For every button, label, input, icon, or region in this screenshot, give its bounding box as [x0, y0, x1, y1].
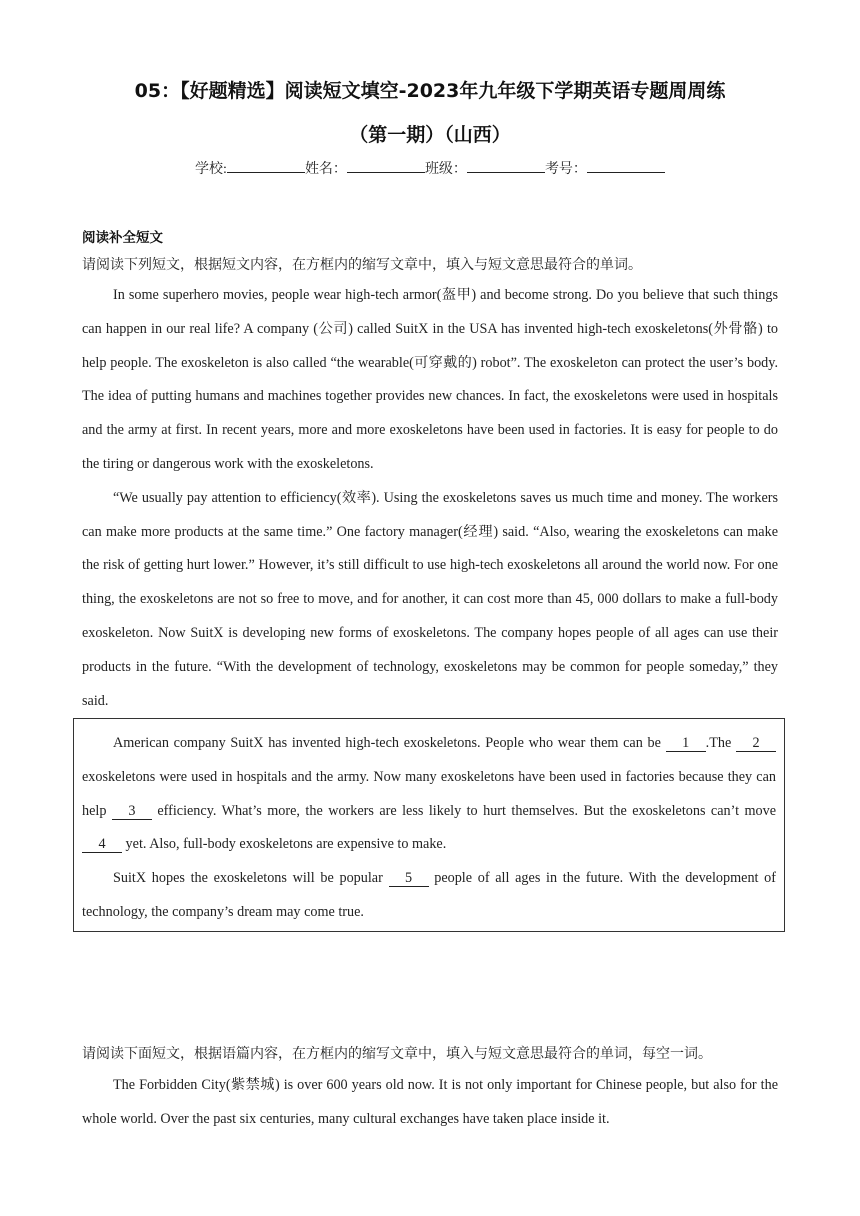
answer-blank-3[interactable]: 3	[112, 804, 152, 820]
exam-number-blank[interactable]	[587, 160, 665, 173]
passage2-paragraph-1: The Forbidden City(紫禁城) is over 600 years old now. It is not only important for Chinese people, but also for the whole world. Over the past six centuries, many cultural exchanges have taken place inside it.	[82, 1077, 778, 1127]
reading-passage-1	[82, 279, 778, 718]
answer-blank-5[interactable]: 5	[389, 871, 429, 887]
section2-instruction: 请阅读下面短文，根据语篇内容，在方框内的缩写文章中，填入与短文意思最符合的单词，每空一词。	[82, 1047, 712, 1062]
document-title: 05：【好题精选】阅读短文填空-2023年九年级下学期英语专题周周练	[134, 80, 726, 102]
section1-instruction: 请阅读下列短文，根据短文内容，在方框内的缩写文章中，填入与短文意思最符合的单词。	[82, 258, 642, 273]
answer-blank-4[interactable]: 4	[82, 837, 122, 853]
passage1-paragraph-2: “We usually pay attention to efficiency(效率). Using the exoskeletons saves us much time and money. The workers can make more products at the same time.” One factory manager(经理) said. “Also, wearing the exoskeletons can make the risk of getting hurt lower.” However, it’s still difficult to use high-tech exoskeletons all around the world now. For one thing, the exoskeletons are not so free to move, and for another, it can cost more than 45, 000 dollars to make a full-body exoskeleton. Now SuitX is developing new forms of exoskeletons. The company hopes people of all ages can use their products in the future. “With the development of technology, exoskeletons may be common for people someday,” they said.	[82, 489, 778, 709]
name-label: 姓名：	[304, 162, 347, 177]
section-heading: 阅读补全短文	[82, 230, 163, 246]
student-info-line	[60, 158, 800, 178]
summary-text-segment: yet. Also, full-body exoskeletons are expensive to make.	[122, 836, 447, 853]
document-subtitle: （第一期）（山西）	[349, 124, 511, 146]
school-blank[interactable]	[227, 160, 305, 173]
summary-paragraph-2	[82, 862, 776, 930]
answer-blank-2[interactable]: 2	[736, 736, 776, 752]
class-label: 班级：	[424, 162, 467, 177]
summary-text-segment: SuitX hopes the exoskeletons will be popular	[113, 870, 389, 887]
summary-text-segment: .The	[705, 735, 736, 751]
summary-text	[82, 727, 776, 930]
name-blank[interactable]	[347, 160, 425, 173]
answer-blank-1[interactable]: 1	[666, 736, 706, 752]
summary-paragraph-1	[82, 727, 776, 862]
summary-text-segment: American company SuitX has invented high-tech exoskeletons. People who wear them can be	[113, 735, 666, 751]
summary-text-segment: efficiency. What’s more, the workers are less likely to hurt themselves. But the exoskeletons can’t move	[151, 802, 776, 819]
school-label: 学校:	[195, 162, 227, 177]
class-blank[interactable]	[467, 160, 545, 173]
summary-text-segment: exoskeletons were used in hospitals and the army. Now many exoskeletons have been used in factories because they can help	[82, 768, 776, 819]
summary-box	[73, 718, 785, 932]
exam-number-label: 考号：	[544, 162, 587, 177]
passage1-paragraph-1: In some superhero movies, people wear high-tech armor(盔甲) and become strong. Do you believe that such things can happen in our real life? A company (公司) called SuitX in the USA has invented high-tech exoskeletons(外骨骼) to help people. The exoskeleton is also called “the wearable(可穿戴的) robot”. The exoskeleton can protect the user’s body. The idea of putting humans and machines together provides new chances. In fact, the exoskeletons were used in hospitals and the army at first. In recent years, more and more exoskeletons have been used in factories. It is easy for people to do the tiring or dangerous work with the exoskeletons.	[82, 287, 778, 472]
reading-passage-2	[82, 1069, 778, 1137]
summary-text-segment: people of all ages in the future. With the development of technology, the company’s dream may come true.	[82, 870, 776, 920]
